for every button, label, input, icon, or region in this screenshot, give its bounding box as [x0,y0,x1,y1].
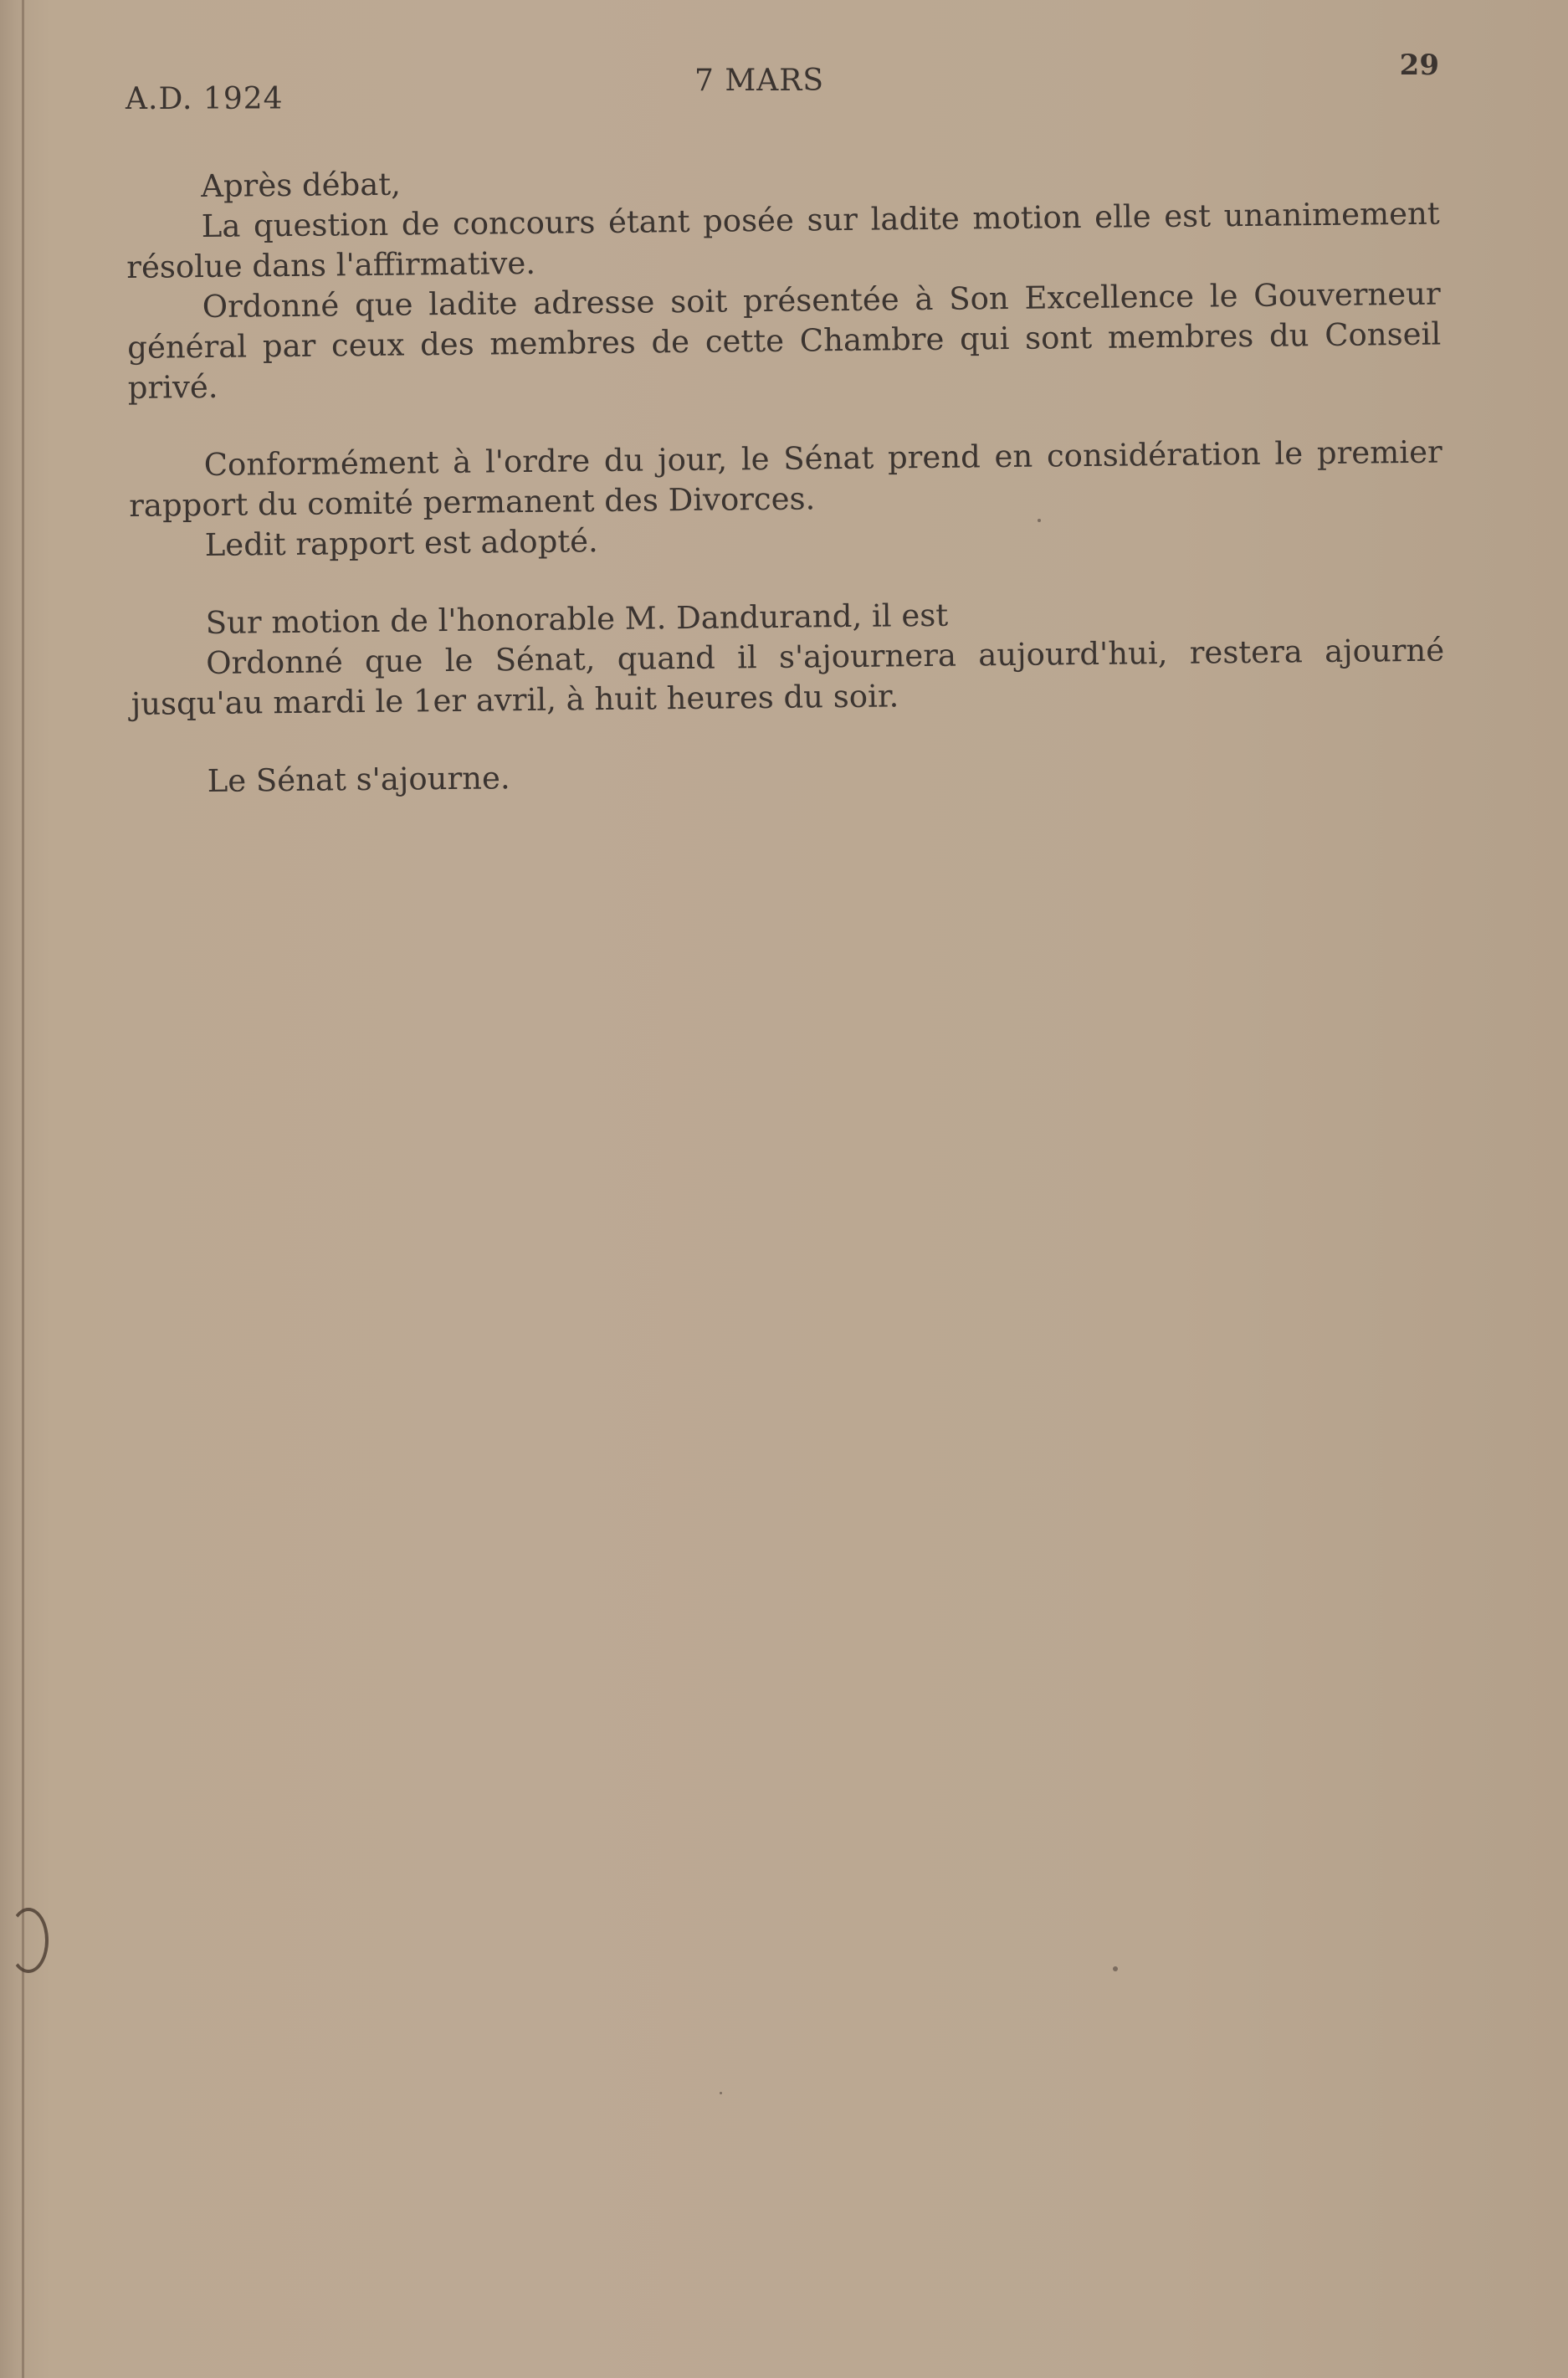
paragraph-ordre-du-jour: Conformément à l'ordre du jour, le Sénat prend en considération le premier rapport du comité permanent des Divorces. [129,433,1442,524]
paragraph-ordonne-adresse: Ordonné que ladite adresse soit présentée à Son Excellence le Gouverneur général par ceux des membres de cette Chambre qui sont membres du Conseil privé. [127,275,1442,406]
page-number: 29 [1399,49,1439,82]
paragraph-question-concours: La question de concours étant posée sur ladite motion elle est unanimement résolue dans l'affirmative. [126,195,1440,285]
paragraph-sur-motion: Sur motion de l'honorable M. Dandurand, il est [205,597,949,642]
page-fold-line [22,0,24,2378]
header-date: 7 MARS [694,64,824,98]
page-header [126,49,1439,116]
paper-speck [720,2092,722,2094]
paper-speck [1038,519,1041,522]
paper-speck [1113,1966,1118,1971]
document-body [126,154,1446,802]
paragraph-ordonne-ajournement: Ordonné que le Sénat, quand il s'ajournera aujourd'hui, restera ajourné jusqu'au mardi le 1er avril, à huit heures du soir. [131,632,1445,722]
paragraph-senat-ajourne: Le Sénat s'ajourne. [207,760,510,800]
paragraph-rapport-adopte: Ledit rapport est adopté. [204,523,599,564]
binding-ring [8,1908,49,1973]
header-year: A.D. 1924 [126,82,284,116]
paragraph-apres-debat: Après débat, [201,166,402,205]
